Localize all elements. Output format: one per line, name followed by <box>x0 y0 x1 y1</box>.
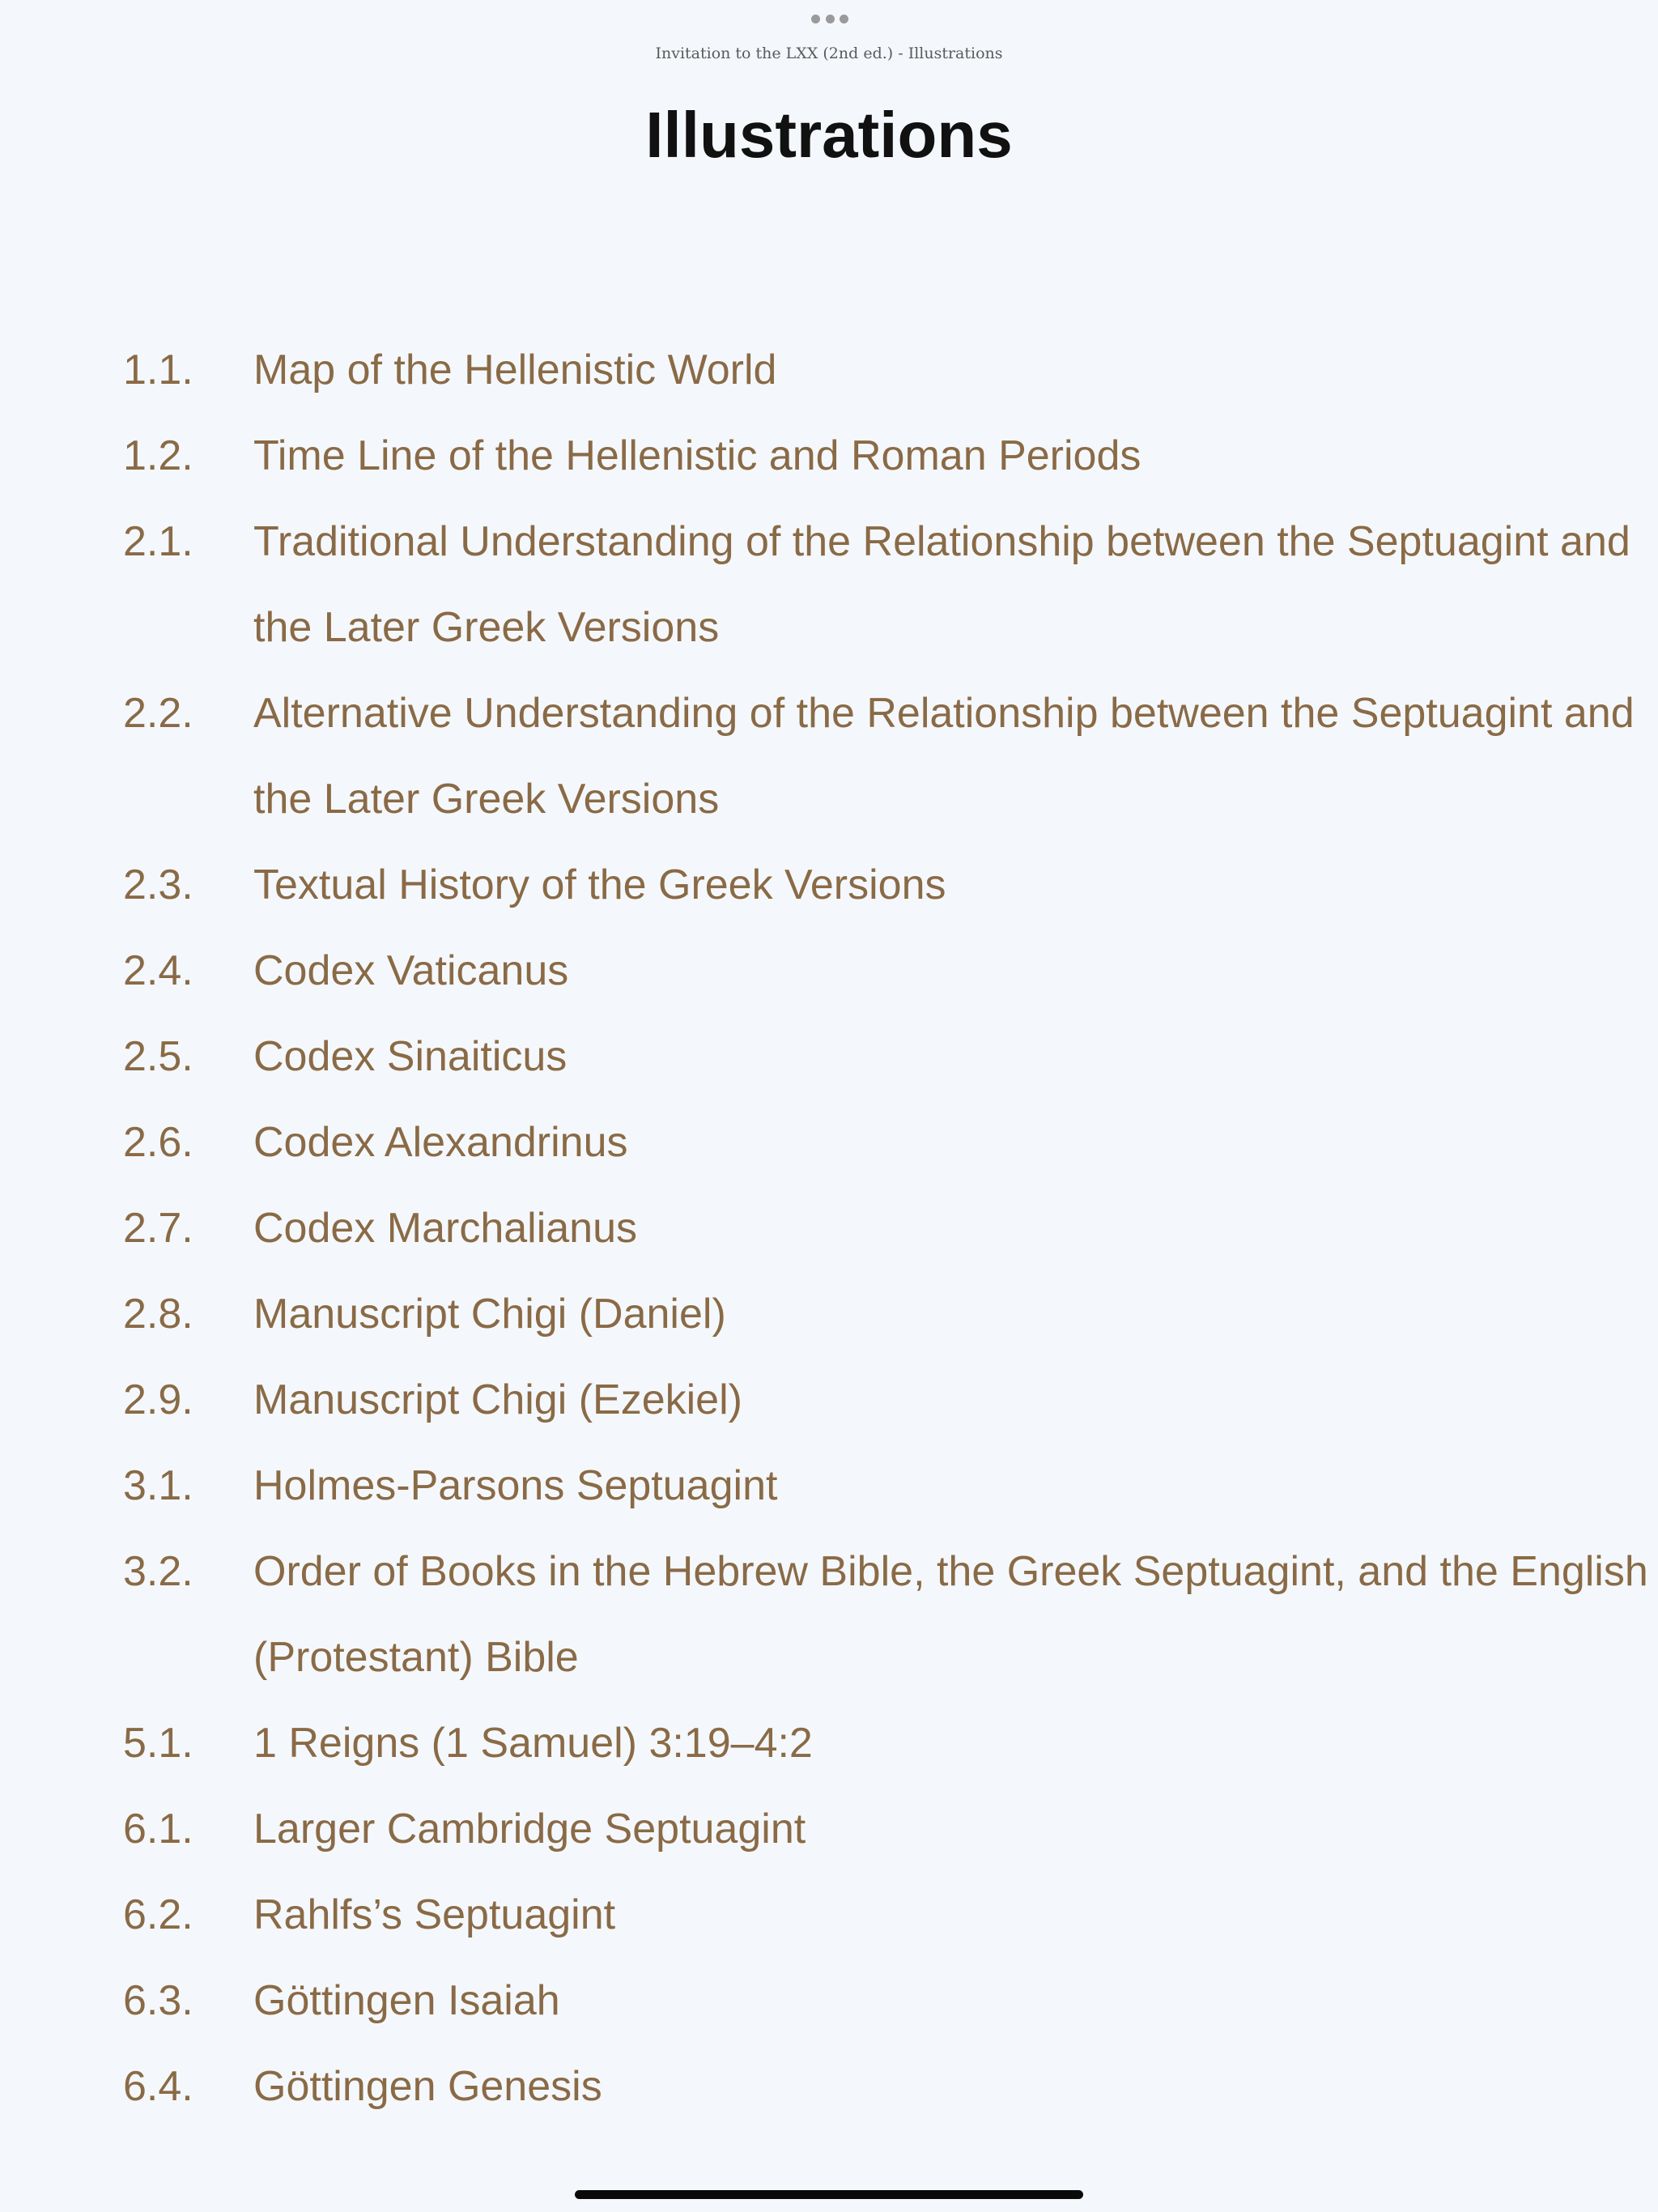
entry-number: 2.5. <box>123 1033 193 1080</box>
entry-link[interactable]: Map of the Hellenistic World <box>253 347 777 393</box>
entry-number: 6.2. <box>123 1891 193 1938</box>
list-item <box>0 1100 1658 1185</box>
list-item <box>0 2044 1658 2129</box>
list-item <box>0 1529 1658 1700</box>
entry-link[interactable]: Codex Vaticanus <box>253 947 569 994</box>
list-item <box>0 413 1658 499</box>
entry-link[interactable]: Manuscript Chigi (Daniel) <box>253 1291 726 1338</box>
entry-number: 2.2. <box>123 690 193 737</box>
entry-link[interactable]: Order of Books in the Hebrew Bible, the Greek Septuagint, and the English (Protestant) Bible <box>253 1548 1648 1681</box>
entry-number: 2.1. <box>123 518 193 565</box>
list-item <box>0 327 1658 413</box>
entry-link[interactable]: Codex Sinaiticus <box>253 1033 568 1080</box>
entry-number: 2.9. <box>123 1376 193 1423</box>
list-item <box>0 1786 1658 1872</box>
running-header: Invitation to the LXX (2nd ed.) - Illustrations <box>655 45 1003 62</box>
entry-number: 3.1. <box>123 1462 193 1509</box>
entry-link[interactable]: Göttingen Genesis <box>253 2063 602 2110</box>
ellipsis-icon[interactable] <box>811 13 848 24</box>
list-item <box>0 1958 1658 2044</box>
entry-number: 2.6. <box>123 1119 193 1166</box>
list-item <box>0 670 1658 842</box>
entry-number: 1.1. <box>123 347 193 393</box>
entry-number: 2.7. <box>123 1205 193 1252</box>
entry-number: 2.8. <box>123 1291 193 1338</box>
entry-link[interactable]: Textual History of the Greek Versions <box>253 861 946 908</box>
entry-number: 1.2. <box>123 432 193 479</box>
entry-link[interactable]: Göttingen Isaiah <box>253 1977 560 2024</box>
illustrations-list <box>0 327 1658 2129</box>
entry-number: 2.3. <box>123 861 193 908</box>
dot <box>811 15 820 23</box>
list-item <box>0 1185 1658 1271</box>
list-item <box>0 928 1658 1014</box>
entry-number: 6.3. <box>123 1977 193 2024</box>
list-item <box>0 499 1658 670</box>
list-item <box>0 1700 1658 1786</box>
list-item <box>0 1014 1658 1100</box>
entry-number: 2.4. <box>123 947 193 994</box>
home-indicator[interactable] <box>575 2190 1083 2199</box>
entry-link[interactable]: Alternative Understanding of the Relationship between the Septuagint and the Later Greek Versions <box>253 690 1635 823</box>
entry-link[interactable]: Manuscript Chigi (Ezekiel) <box>253 1376 742 1423</box>
list-item <box>0 1443 1658 1529</box>
list-item <box>0 1872 1658 1958</box>
entry-link[interactable]: Traditional Understanding of the Relationship between the Septuagint and the Later Greek Versions <box>253 518 1630 651</box>
list-item <box>0 1357 1658 1443</box>
entry-number: 6.4. <box>123 2063 193 2110</box>
entry-link[interactable]: Rahlfs’s Septuagint <box>253 1891 616 1938</box>
entry-link[interactable]: Holmes-Parsons Septuagint <box>253 1462 778 1509</box>
list-item <box>0 842 1658 928</box>
entry-number: 6.1. <box>123 1806 193 1853</box>
entry-link[interactable]: Codex Marchalianus <box>253 1205 638 1252</box>
list-item <box>0 1271 1658 1357</box>
dot <box>826 15 835 23</box>
entry-link[interactable]: Codex Alexandrinus <box>253 1119 628 1166</box>
entry-link[interactable]: 1 Reigns (1 Samuel) 3:19–4:2 <box>253 1720 813 1767</box>
entry-number: 3.2. <box>123 1548 193 1595</box>
dot <box>840 15 848 23</box>
page-title: Illustrations <box>645 99 1013 171</box>
entry-link[interactable]: Larger Cambridge Septuagint <box>253 1806 806 1853</box>
entry-number: 5.1. <box>123 1720 193 1767</box>
entry-link[interactable]: Time Line of the Hellenistic and Roman Periods <box>253 432 1141 479</box>
